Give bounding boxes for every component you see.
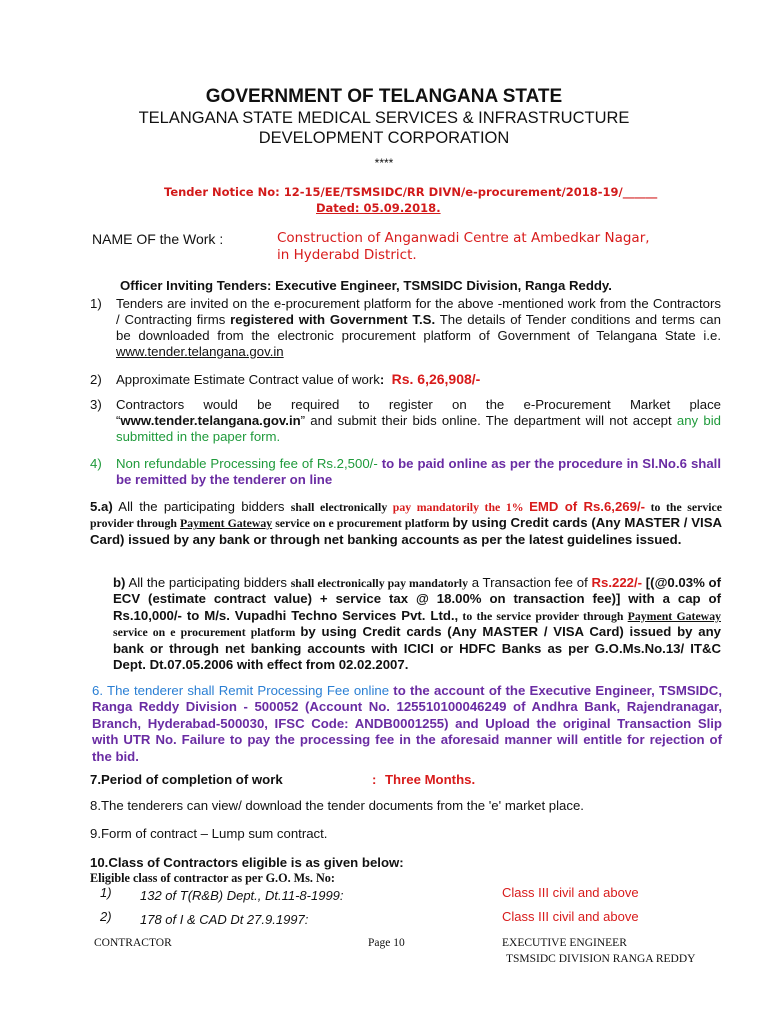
separator-stars: **** xyxy=(374,156,394,170)
clause-5b-t1: All the participating bidders xyxy=(125,575,291,590)
payment-gateway-label: Payment Gateway xyxy=(180,516,273,531)
processing-fee-amount: Rs.2,500/- xyxy=(316,456,378,471)
doc-title: GOVERNMENT OF TELANGANA STATE xyxy=(205,86,563,107)
clause-2-text: Approximate Estimate Contract value of work xyxy=(116,372,380,387)
clause-5a xyxy=(90,499,722,548)
clause-3 xyxy=(116,397,721,445)
contractor-class-row-num: 1) xyxy=(100,885,112,900)
contractor-class-row-class: Class III civil and above xyxy=(502,909,639,924)
completion-period-value: Three Months. xyxy=(385,772,476,787)
clause-4-number: 4) xyxy=(90,456,102,471)
work-name-line1: Construction of Anganwadi Centre at Ambedkar Nagar, xyxy=(277,230,650,246)
footer-signatory-division: TSMSIDC DIVISION RANGA REDDY xyxy=(506,953,696,965)
clause-1-text-b: The details of Tender conditions and terms can be downloaded from the electronic procurement platform of Government of Telangana State i.e. xyxy=(116,312,721,343)
clause-1-number: 1) xyxy=(90,296,102,311)
clause-5b-label: b) xyxy=(113,575,126,590)
clause-4-text-bold: to be paid online as per the procedure in Sl.No.6 shall be remitted by the tenderer on line xyxy=(116,456,721,487)
payment-gateway-label-2: Payment Gateway xyxy=(627,608,721,623)
clause-2-colon: : xyxy=(379,372,385,387)
contractor-class-row-go: 132 of T(R&B) Dept., Dt.11-8-1999: xyxy=(140,888,344,903)
contractor-class-row-class: Class III civil and above xyxy=(502,885,639,900)
clause-10-subtitle: Eligible class of contractor as per G.O. Ms. No: xyxy=(90,871,335,885)
clause-5a-t8: by using Credit cards (Any MASTER / VISA Card) issued by any bank or through net banking accounts as per the latest guidelines issued. xyxy=(90,515,723,547)
clause-6-t1: The tenderer shall Remit Processing Fee online xyxy=(103,683,394,698)
market-place-link[interactable]: www.tender.telangana.gov.in xyxy=(120,413,301,428)
clause-2 xyxy=(116,371,721,388)
estimate-value: Rs. 6,26,908/- xyxy=(391,371,481,387)
clause-1-registered: registered with Government T.S. xyxy=(230,312,436,327)
clause-9: 9.Form of contract – Lump sum contract. xyxy=(90,826,328,841)
clause-5b-t3: a Transaction fee of xyxy=(467,575,592,590)
work-name-line2: in Hyderabd District. xyxy=(277,247,417,263)
tender-notice: Tender Notice No: 12-15/EE/TSMSIDC/RR DIVN/e-procurement/2018-19/______ xyxy=(164,185,658,199)
doc-subtitle-line1: TELANGANA STATE MEDICAL SERVICES & INFRASTRUCTURE xyxy=(138,109,630,127)
doc-subtitle-line2: DEVELOPMENT CORPORATION xyxy=(258,129,510,147)
clause-5b-t8: service on e procurement platform xyxy=(113,625,301,640)
clause-5b-t9: by using Credit cards (Any MASTER / VISA Card) issued by any bank or through net banking accounts with ICICI or HDFC Banks as per G.O.Ms.No.13/ IT&C Dept. Dt.07.05.2006 with effect from 02.02.2007. xyxy=(113,624,721,673)
work-label: NAME OF the Work : xyxy=(92,231,224,247)
clause-3-text-b: ” and submit their bids online. The department will not accept xyxy=(300,413,677,428)
clause-3-text-a: Contractors would be required to register on the e-Procurement Market place “ xyxy=(116,397,721,428)
emd-amount: EMD of Rs.6,269/- xyxy=(529,499,646,514)
clause-5a-t5: to the service provider through xyxy=(90,500,722,531)
contractor-class-row-num: 2) xyxy=(100,909,112,924)
clause-5b-t5: [(@0.03% of ECV (estimate contract value) + service tax @ 18.00% on transaction fee)] with a cap of Rs.10,000/- to M/s. Vupadhi Techno Services Pvt. Ltd., xyxy=(113,575,722,623)
officer-inviting: Officer Inviting Tenders: Executive Engineer, TSMSIDC Division, Ranga Reddy. xyxy=(120,278,612,293)
clause-5a-t3: pay mandatorily the 1% xyxy=(392,500,530,514)
clause-5a-t7: service on e procurement platform xyxy=(272,516,453,531)
clause-5a-t1: All the participating bidders xyxy=(112,499,291,514)
transaction-fee-amount: Rs.222/- xyxy=(591,575,643,590)
clause-5a-label: 5.a) xyxy=(90,499,113,514)
clause-8: 8.The tenderers can view/ download the tender documents from the 'e' market place. xyxy=(90,798,584,813)
clause-5b-t6: to the service provider through xyxy=(458,608,628,623)
clause-6-number: 6. xyxy=(92,683,103,698)
tender-dated: Dated: 05.09.2018. xyxy=(316,201,441,215)
completion-period-colon: : xyxy=(372,772,377,787)
clause-2-number: 2) xyxy=(90,372,102,387)
clause-10-title: 10.Class of Contractors eligible is as given below: xyxy=(90,855,404,870)
paper-bid-notice: any bid submitted in the paper form. xyxy=(116,413,721,444)
clause-4 xyxy=(116,456,721,488)
footer-page-number: Page 10 xyxy=(368,937,405,949)
clause-6-t2: to the account of the Executive Engineer, TSMSIDC, Ranga Reddy Division - 500052 (Account No. 125510100046249 of Andhra Bank, Rajendranagar, Branch, Hyderabad-500030, IFSC Code: ANDB0001255) and Upload the original Transaction Slip with UTR No. Failure to pay the processing fee in the aforesaid manner will entitle for rejection of the bid. xyxy=(92,683,722,764)
clause-6 xyxy=(92,683,722,765)
clause-1 xyxy=(116,296,721,360)
clause-5b-t2: shall electronically pay mandatorly xyxy=(290,576,468,590)
clause-4-text-a: Non refundable Processing fee of xyxy=(116,456,317,471)
footer-signatory-title: EXECUTIVE ENGINEER xyxy=(502,937,627,949)
clause-5b xyxy=(113,575,721,673)
tender-portal-link[interactable]: www.tender.telangana.gov.in xyxy=(116,344,284,359)
clause-1-text-a: Tenders are invited on the e-procurement platform for the above -mentioned work from the Contractors / Contracting firms xyxy=(116,296,721,327)
completion-period-label: 7.Period of completion of work xyxy=(90,772,283,787)
footer-contractor: CONTRACTOR xyxy=(94,937,172,949)
clause-3-number: 3) xyxy=(90,397,102,412)
clause-5a-t2: shall electronically xyxy=(290,500,393,514)
contractor-class-row-go: 178 of I & CAD Dt 27.9.1997: xyxy=(140,912,309,927)
